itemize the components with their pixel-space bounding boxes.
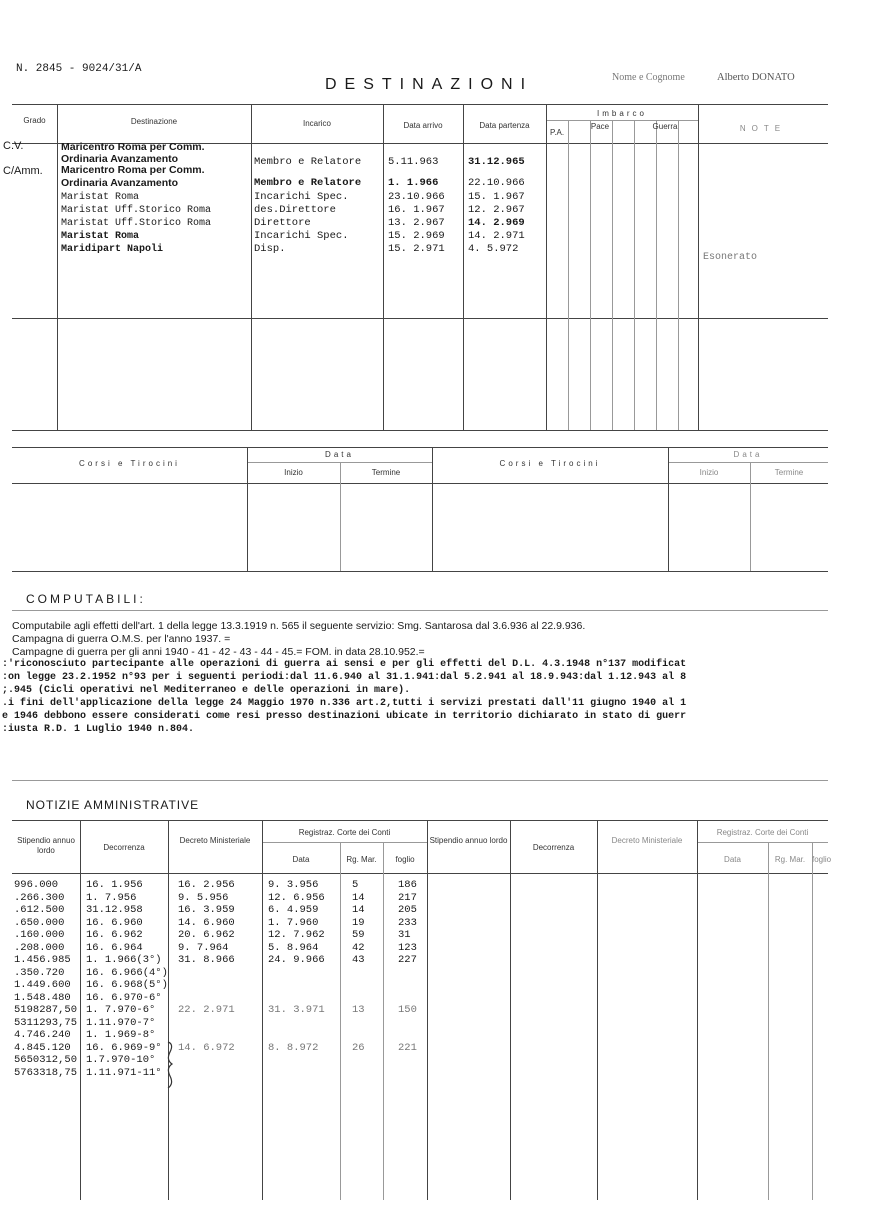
notizie-col-divider — [427, 820, 428, 1200]
reg-mar-cell: 14 — [352, 904, 365, 916]
foglio-cell: 186 — [398, 879, 417, 891]
decorrenza-cell: 16. 6.969-9° — [86, 1041, 162, 1054]
reg-mar-cell: 43 — [352, 954, 365, 966]
dest-col-divider — [463, 104, 464, 430]
decorrenza-cell: 1. 7.956 — [86, 891, 137, 904]
header-pace: Pace — [590, 122, 610, 131]
registraz-sub-line — [262, 842, 427, 843]
computabili-title: COMPUTABILI: — [26, 592, 146, 606]
corsi-col-divider — [340, 462, 341, 571]
notizie-col-divider — [697, 820, 698, 1200]
header-decreto-right: Decreto Ministeriale — [611, 836, 683, 845]
stipendio-cell: .266.300 — [14, 891, 65, 904]
corsi-col-divider — [750, 462, 751, 571]
computabili-line: :'riconosciuto partecipante alle operazioni di guerra ai sensi e per gli effetti del D.L. 4.3.1948 n°137 modificat — [2, 659, 687, 670]
foglio-cell: 123 — [398, 941, 417, 954]
stipendio-cell: .650.000 — [14, 916, 65, 929]
decorrenza-cell: 16. 6.962 — [86, 929, 143, 941]
header-pa: P.A. — [549, 128, 565, 137]
notizie-header-line — [12, 873, 828, 874]
computabili-line: :on legge 23.2.1952 n°93 per i seguenti periodi:dal 11.6.940 al 31.1.941:dal 5.2.941 al 18.9.943:dal 1.12.943 al 8 — [2, 672, 687, 683]
foglio-cell: 31 — [398, 929, 411, 941]
foglio-cell: 217 — [398, 891, 417, 904]
header-data-partenza: Data partenza — [479, 121, 530, 130]
partenza-cell: 31.12.965 — [468, 156, 525, 169]
notizie-col-divider — [340, 842, 341, 1200]
header-foglio: foglio — [395, 855, 415, 864]
header-reg-data: Data — [292, 855, 310, 864]
computabili-line: .i fini dell'applicazione della legge 24 Maggio 1970 n.336 art.2,tutti i servizi prestati dall'11 giugno 1940 al 1 — [2, 698, 687, 709]
computabili-line: ;.945 (Cicli operativi nel Mediterraneo e delle operazioni in mare). — [2, 685, 411, 696]
notizie-col-divider — [510, 820, 511, 1200]
computabili-end-rule — [12, 780, 828, 781]
name-label: Nome e Cognome — [612, 72, 685, 83]
reg-mar-cell: 13 — [352, 1004, 365, 1016]
incarico-cell: Incarichi Spec. — [254, 190, 349, 203]
reg-data-cell: 1. 7.960 — [268, 916, 319, 929]
header-imbarco: Imbarco — [597, 109, 647, 118]
computabili-line: Campagna di guerra O.M.S. per l'anno 1937. = — [12, 633, 231, 645]
arrivo-cell: 23.10.966 — [388, 190, 445, 203]
corsi-title-right: Corsi e Tirocini — [499, 459, 601, 468]
decorrenza-cell: 1. 1.966(3°) — [86, 954, 162, 966]
decreto-cell: 14. 6.960 — [178, 916, 235, 929]
imbarco-col-divider — [590, 120, 591, 430]
stipendio-cell: .612.500 — [14, 904, 65, 916]
incarico-cell: Incarichi Spec. — [254, 230, 349, 243]
grado-cell: C.V. — [3, 140, 24, 152]
reg-data-cell: 12. 7.962 — [268, 929, 325, 941]
arrivo-cell: 16. 1.967 — [388, 203, 445, 216]
reg-data-cell: 12. 6.956 — [268, 891, 325, 904]
header-grado: Grado — [23, 116, 46, 125]
imbarco-col-divider — [634, 120, 635, 430]
reg-mar-cell: 19 — [352, 916, 365, 929]
imbarco-col-divider — [678, 120, 679, 430]
decorrenza-cell: 1.11.970-7° — [86, 1016, 156, 1029]
reg-mar-cell: 14 — [352, 891, 365, 904]
stipendio-cell: .350.720 — [14, 966, 65, 979]
reg-mar-cell: 26 — [352, 1041, 365, 1054]
decorrenza-cell: 1.7.970-10° — [86, 1054, 156, 1066]
reg-mar-cell: 59 — [352, 929, 365, 941]
destinazione-cell: Maristat Uff.Storico Roma — [61, 204, 212, 216]
grado-cell: C/Amm. — [3, 165, 43, 178]
stipendio-cell: 4.845.120 — [14, 1041, 71, 1054]
header-registraz-right: Registraz. Corte dei Conti — [716, 828, 809, 837]
dest-col-divider — [546, 104, 547, 430]
foglio-cell: 233 — [398, 916, 417, 929]
decreto-cell: 9. 7.964 — [178, 941, 229, 954]
stipendio-cell: .160.000 — [14, 929, 65, 941]
notizie-col-divider — [768, 842, 769, 1200]
header-stipendio: Stipendio annuo lordo — [17, 836, 75, 855]
notizie-top-line — [12, 820, 828, 821]
computabili-rule — [12, 610, 828, 611]
stipendio-cell: 1.449.600 — [14, 979, 71, 991]
notizie-col-divider — [80, 820, 81, 1200]
imbarco-col-divider — [656, 120, 657, 430]
corsi-bottom-line — [12, 571, 828, 572]
header-foglio-right: foglio — [812, 855, 832, 864]
arrivo-cell: 15. 2.971 — [388, 243, 445, 256]
decorrenza-cell: 16. 6.964 — [86, 941, 143, 954]
partenza-cell: 22.10.966 — [468, 177, 525, 190]
reg-data-cell: 9. 3.956 — [268, 879, 319, 891]
reg-data-cell: 6. 4.959 — [268, 904, 319, 916]
reg-data-cell: 31. 3.971 — [268, 1004, 325, 1016]
header-registraz: Registraz. Corte dei Conti — [298, 828, 391, 837]
header-reg-mar-right: Rg. Mar. — [774, 855, 806, 864]
computabili-line: Computabile agli effetti dell'art. 1 della legge 13.3.1919 n. 565 il seguente servizio: Smg. Santarosa dal 3.6.936 al 22.9.936. — [12, 620, 586, 632]
dest-col-divider — [57, 104, 58, 430]
reg-data-cell: 5. 8.964 — [268, 941, 319, 954]
arrivo-cell: 1. 1.966 — [388, 177, 439, 190]
dest-mid-line — [12, 318, 828, 319]
foglio-cell: 205 — [398, 904, 417, 916]
corsi-data-left: Data — [325, 450, 354, 459]
decorrenza-cell: 1. 7.970-6° — [86, 1004, 156, 1016]
header-stipendio-right: Stipendio annuo lordo — [429, 836, 508, 845]
destinazione-column — [61, 141, 211, 257]
dest-bottom-line — [12, 430, 828, 431]
decreto-cell: 9. 5.956 — [178, 891, 229, 904]
header-destinazione: Destinazione — [130, 117, 178, 126]
decreto-cell: 14. 6.972 — [178, 1041, 235, 1054]
header-decorrenza-right: Decorrenza — [532, 843, 575, 852]
decreto-cell: 16. 2.956 — [178, 879, 235, 891]
computabili-line: :iusta R.D. 1 Luglio 1940 n.804. — [2, 724, 195, 735]
partenza-cell: 15. 1.967 — [468, 190, 525, 203]
arrivo-cell: 13. 2.967 — [388, 216, 445, 229]
dest-col-divider — [251, 104, 252, 430]
notizie-title: NOTIZIE AMMINISTRATIVE — [26, 798, 200, 812]
incarico-column — [254, 141, 361, 257]
page-title: DESTINAZIONI — [325, 76, 534, 93]
header-incarico: Incarico — [302, 119, 331, 128]
corsi-termine-left: Termine — [371, 468, 401, 477]
partenza-cell: 4. 5.972 — [468, 243, 519, 256]
decorrenza-cell: 1.11.971-11° — [86, 1066, 162, 1079]
grado-column — [3, 140, 43, 178]
destinazione-cell: Ordinaria Avanzamento — [61, 153, 179, 166]
reg-mar-cell: 5 — [352, 879, 359, 891]
stipendio-cell: 5198287,50 — [14, 1004, 78, 1016]
stipendio-cell: 5311293,75 — [14, 1016, 78, 1029]
foglio-cell: 221 — [398, 1041, 417, 1054]
note-esonerato: Esonerato — [703, 252, 758, 263]
decorrenza-cell: 16. 6.968(5°) — [86, 979, 168, 991]
destinazione-cell: Maricentro Roma per Comm. — [61, 164, 205, 177]
corsi-data-right: Data — [733, 450, 763, 459]
name-value: Alberto DONATO — [717, 72, 795, 83]
destinazione-cell: Maridipart Napoli — [61, 244, 164, 256]
protocol-number: N. 2845 - 9024/31/A — [16, 63, 142, 75]
brace-marks — [160, 1040, 180, 1096]
arrivo-cell — [388, 141, 445, 154]
notizie-col-divider — [597, 820, 598, 1200]
stipendio-cell: 5763318,75 — [14, 1066, 78, 1079]
corsi-header-line — [12, 483, 828, 484]
stipendio-cell: 5650312,50 — [14, 1054, 78, 1066]
stipendio-cell: 996.000 — [14, 879, 59, 891]
corsi-termine-right: Termine — [774, 468, 804, 477]
header-reg-data-right: Data — [724, 855, 741, 864]
brace — [168, 1042, 172, 1088]
notizie-col-divider — [168, 820, 169, 1200]
header-guerra: Guerra — [652, 122, 678, 131]
decreto-cell: 22. 2.971 — [178, 1004, 235, 1016]
stipendio-cell: 4.746.240 — [14, 1029, 71, 1041]
corsi-inizio-left: Inizio — [284, 468, 303, 477]
header-decorrenza: Decorrenza — [103, 843, 145, 852]
incarico-cell: Direttore — [254, 216, 311, 229]
corsi-title-left: Corsi e Tirocini — [79, 459, 180, 468]
imbarco-col-divider — [612, 120, 613, 430]
foglio-cell: 150 — [398, 1004, 417, 1016]
dest-col-divider — [383, 104, 384, 430]
corsi-col-divider — [247, 447, 248, 571]
decorrenza-cell: 16. 1.956 — [86, 879, 143, 891]
partenza-cell: 14. 2.969 — [468, 216, 525, 229]
decreto-cell: 16. 3.959 — [178, 904, 235, 916]
notizie-col-divider — [812, 842, 813, 1200]
registraz-sub-line — [697, 842, 828, 843]
notizie-col-divider — [383, 842, 384, 1200]
arrivo-column — [388, 141, 445, 257]
destinazione-cell: Maristat Uff.Storico Roma — [61, 217, 212, 229]
decorrenza-cell: 31.12.958 — [86, 904, 143, 916]
imbarco-col-divider — [568, 120, 569, 430]
header-decreto: Decreto Ministeriale — [179, 836, 251, 845]
destinazione-cell: Ordinaria Avanzamento — [61, 177, 179, 190]
decorrenza-cell: 16. 6.970-6° — [86, 991, 162, 1004]
notizie-col-divider — [262, 820, 263, 1200]
header-data-arrivo: Data arrivo — [403, 121, 443, 130]
stipendio-cell: .208.000 — [14, 941, 65, 954]
header-note: NOTE — [739, 124, 787, 133]
arrivo-cell: 5.11.963 — [388, 156, 439, 169]
decorrenza-cell: 1. 1.969-8° — [86, 1029, 156, 1041]
corsi-inizio-right: Inizio — [699, 468, 719, 477]
decreto-cell: 20. 6.962 — [178, 929, 235, 941]
dest-col-divider — [698, 104, 699, 430]
decorrenza-cell: 16. 6.960 — [86, 916, 143, 929]
incarico-cell: Membro e Relatore — [254, 177, 362, 190]
header-reg-mar: Rg. Mar. — [346, 855, 377, 864]
corsi-data-sub-line — [668, 462, 828, 463]
partenza-cell — [468, 141, 525, 154]
destinazione-cell: Maristat Roma — [61, 191, 140, 203]
reg-mar-cell: 42 — [352, 941, 365, 954]
incarico-cell: des.Direttore — [254, 203, 336, 216]
partenza-cell: 14. 2.971 — [468, 230, 525, 243]
dest-top-line — [12, 104, 828, 105]
arrivo-cell: 15. 2.969 — [388, 230, 445, 243]
reg-data-cell: 8. 8.972 — [268, 1041, 319, 1054]
stipendio-cell: 1.456.985 — [14, 954, 71, 966]
computabili-line: Campagne di guerra per gli anni 1940 - 41 - 42 - 43 - 44 - 45.= FOM. in data 28.10.952.= — [12, 646, 425, 658]
destinazione-cell: Maricentro Roma per Comm. — [61, 141, 205, 153]
stipendio-cell: 1.548.480 — [14, 991, 71, 1004]
foglio-cell: 227 — [398, 954, 417, 966]
incarico-cell: Membro e Relatore — [254, 156, 362, 169]
incarico-cell — [254, 141, 361, 154]
corsi-col-divider — [668, 447, 669, 571]
decreto-cell: 31. 8.966 — [178, 954, 235, 966]
computabili-line: e 1946 debbono essere considerati come resi presso destinazioni ubicate in territorio dichiarato in stato di guerr — [2, 711, 687, 722]
reg-data-cell: 24. 9.966 — [268, 954, 325, 966]
corsi-top-line — [12, 447, 828, 448]
destinazione-cell: Maristat Roma — [61, 231, 140, 243]
decorrenza-cell: 16. 6.966(4°) — [86, 966, 168, 979]
partenza-column — [468, 141, 525, 257]
partenza-cell: 12. 2.967 — [468, 203, 525, 216]
incarico-cell: Disp. — [254, 243, 286, 256]
